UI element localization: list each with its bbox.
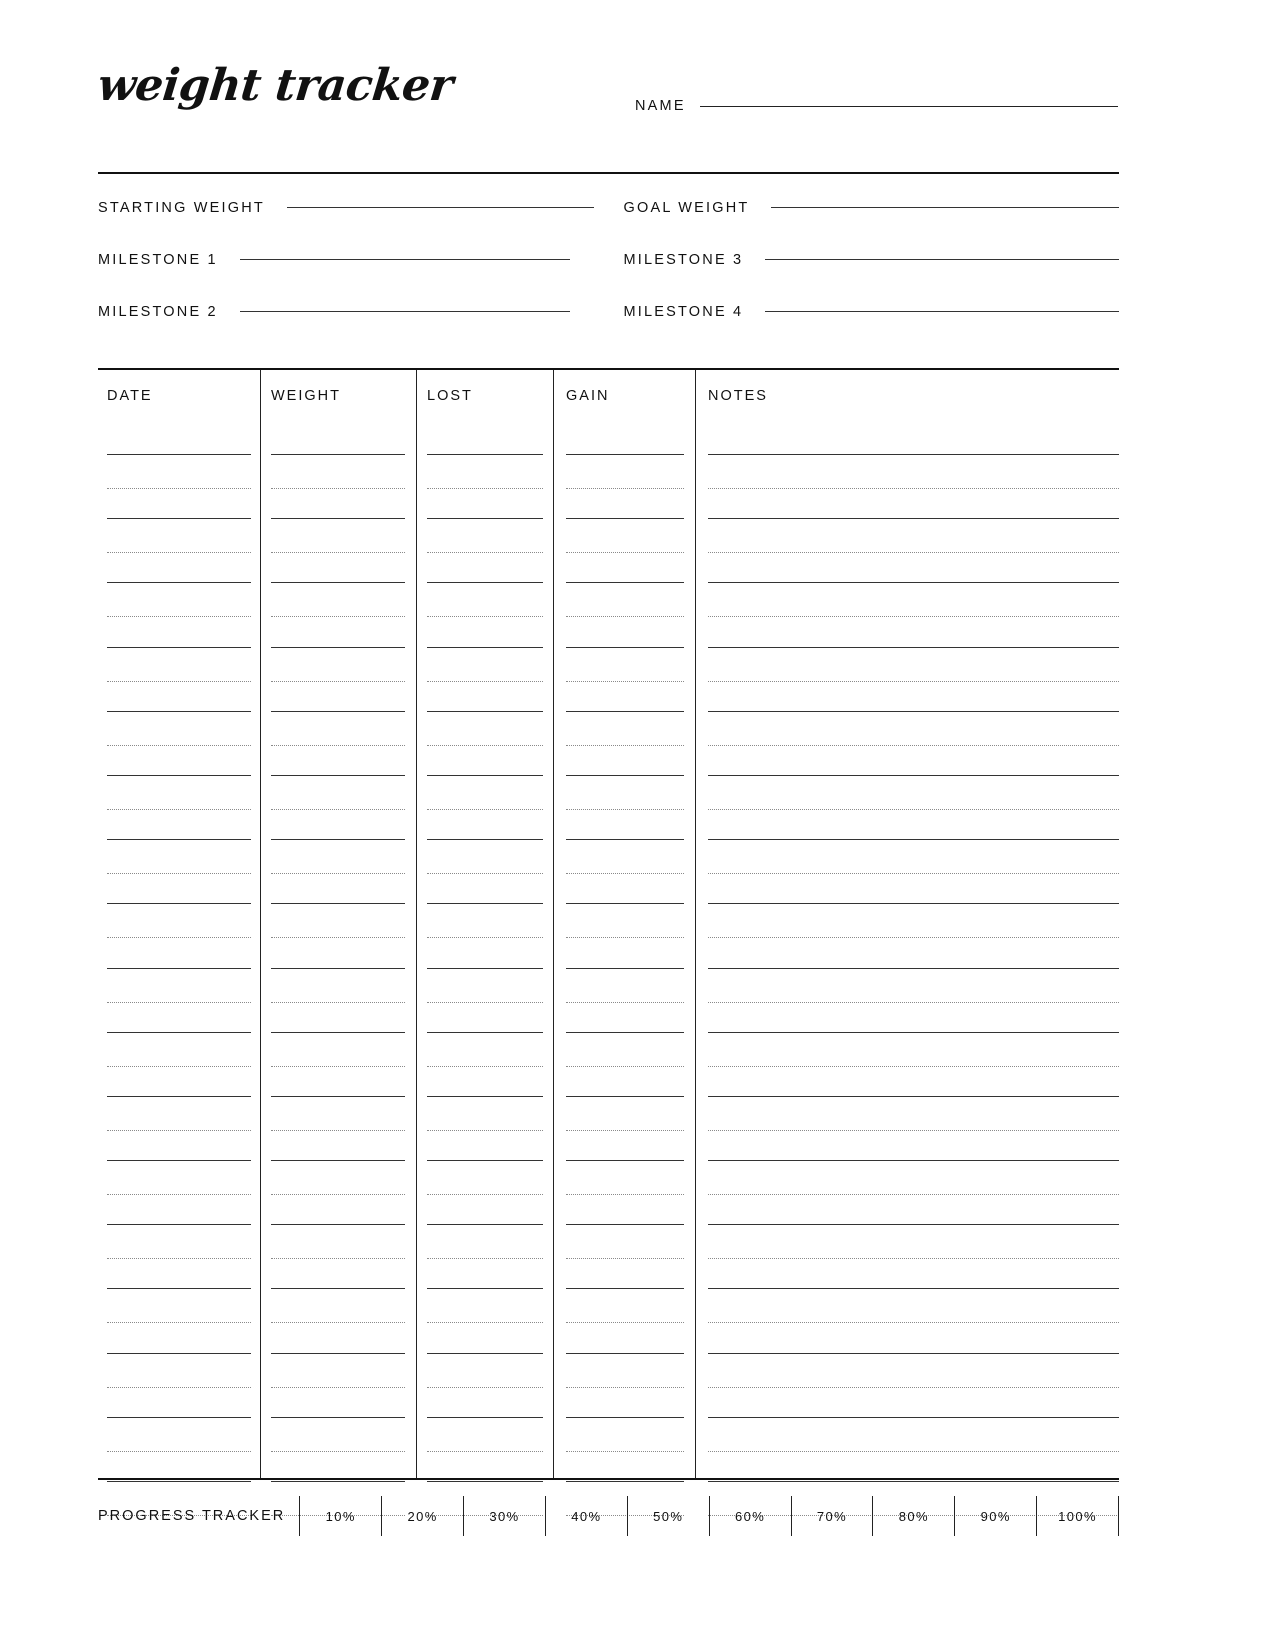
progress-step-50[interactable]: 50% — [627, 1496, 709, 1536]
milestone-3-label: MILESTONE 3 — [623, 252, 744, 268]
cell-dotted-line-lost — [427, 1194, 543, 1195]
cell-write-line-date[interactable] — [107, 968, 251, 969]
cell-write-line-date[interactable] — [107, 775, 251, 776]
progress-step-60[interactable]: 60% — [709, 1496, 791, 1536]
cell-write-line-weight[interactable] — [271, 582, 405, 583]
cell-dotted-line-weight — [271, 552, 405, 553]
cell-dotted-line-lost — [427, 1451, 543, 1452]
divider-top — [98, 172, 1119, 174]
cell-dotted-line-date — [107, 681, 251, 682]
cell-dotted-line-gain — [566, 1451, 684, 1452]
name-input[interactable] — [700, 105, 1118, 107]
cell-dotted-line-weight — [271, 873, 405, 874]
divider-bottom — [98, 1478, 1119, 1480]
log-table — [98, 370, 1119, 1478]
cell-write-line-gain[interactable] — [566, 1288, 684, 1289]
cell-write-line-notes[interactable] — [708, 1032, 1119, 1033]
cell-write-line-date[interactable] — [107, 1096, 251, 1097]
cell-dotted-line-date — [107, 1194, 251, 1195]
cell-dotted-line-lost — [427, 1066, 543, 1067]
cell-dotted-line-gain — [566, 873, 684, 874]
cell-write-line-notes[interactable] — [708, 582, 1119, 583]
cell-write-line-weight[interactable] — [271, 775, 405, 776]
cell-dotted-line-weight — [271, 1130, 405, 1131]
progress-tracker-label: PROGRESS TRACKER — [98, 1508, 286, 1524]
cell-dotted-line-date — [107, 1322, 251, 1323]
cell-dotted-line-gain — [566, 1258, 684, 1259]
cell-dotted-line-lost — [427, 1322, 543, 1323]
cell-dotted-line-notes — [708, 681, 1119, 682]
cell-dotted-line-lost — [427, 937, 543, 938]
cell-dotted-line-weight — [271, 1002, 405, 1003]
column-header-notes: NOTES — [708, 388, 768, 404]
cell-dotted-line-date — [107, 937, 251, 938]
cell-dotted-line-weight — [271, 1387, 405, 1388]
cell-write-line-lost[interactable] — [427, 1032, 543, 1033]
cell-write-line-notes[interactable] — [708, 454, 1119, 455]
cell-write-line-notes[interactable] — [708, 1224, 1119, 1225]
goal-weight-input[interactable] — [771, 206, 1119, 208]
cell-dotted-line-date — [107, 488, 251, 489]
cell-dotted-line-notes — [708, 488, 1119, 489]
cell-write-line-gain[interactable] — [566, 582, 684, 583]
cell-dotted-line-notes — [708, 616, 1119, 617]
cell-write-line-notes[interactable] — [708, 1481, 1119, 1482]
cell-write-line-notes[interactable] — [708, 775, 1119, 776]
goal-weight-label: GOAL WEIGHT — [623, 200, 750, 216]
cell-dotted-line-weight — [271, 937, 405, 938]
cell-write-line-lost[interactable] — [427, 1224, 543, 1225]
cell-dotted-line-weight — [271, 616, 405, 617]
cell-dotted-line-date — [107, 745, 251, 746]
cell-write-line-lost[interactable] — [427, 647, 543, 648]
table-row[interactable] — [98, 426, 1119, 490]
cell-dotted-line-notes — [708, 1066, 1119, 1067]
cell-write-line-notes[interactable] — [708, 1417, 1119, 1418]
milestone-4-field — [616, 304, 1120, 320]
cell-dotted-line-notes — [708, 1194, 1119, 1195]
cell-write-line-lost[interactable] — [427, 582, 543, 583]
cell-write-line-date[interactable] — [107, 1160, 251, 1161]
cell-dotted-line-date — [107, 809, 251, 810]
cell-write-line-gain[interactable] — [566, 1353, 684, 1354]
table-row[interactable] — [98, 683, 1119, 747]
milestone-2-input[interactable] — [240, 310, 570, 312]
cell-write-line-weight[interactable] — [271, 1481, 405, 1482]
cell-dotted-line-gain — [566, 1194, 684, 1195]
cell-write-line-weight[interactable] — [271, 1288, 405, 1289]
weight-info-grid — [98, 200, 1119, 356]
cell-write-line-lost[interactable] — [427, 775, 543, 776]
goal-weight-field — [616, 200, 1120, 216]
cell-write-line-weight[interactable] — [271, 1224, 405, 1225]
cell-dotted-line-weight — [271, 1451, 405, 1452]
progress-step-40[interactable]: 40% — [545, 1496, 627, 1536]
cell-dotted-line-notes — [708, 1258, 1119, 1259]
cell-dotted-line-gain — [566, 937, 684, 938]
cell-write-line-weight[interactable] — [271, 839, 405, 840]
cell-dotted-line-gain — [566, 616, 684, 617]
cell-write-line-gain[interactable] — [566, 1096, 684, 1097]
cell-write-line-lost[interactable] — [427, 1481, 543, 1482]
cell-write-line-gain[interactable] — [566, 968, 684, 969]
cell-write-line-notes[interactable] — [708, 1096, 1119, 1097]
cell-write-line-date[interactable] — [107, 582, 251, 583]
cell-dotted-line-lost — [427, 488, 543, 489]
cell-write-line-weight[interactable] — [271, 454, 405, 455]
progress-step-10[interactable]: 10% — [299, 1496, 381, 1536]
table-row[interactable] — [98, 1325, 1119, 1389]
cell-dotted-line-weight — [271, 809, 405, 810]
cell-dotted-line-notes — [708, 1130, 1119, 1131]
cell-dotted-line-lost — [427, 681, 543, 682]
cell-write-line-notes[interactable] — [708, 647, 1119, 648]
cell-dotted-line-gain — [566, 1322, 684, 1323]
cell-write-line-lost[interactable] — [427, 903, 543, 904]
cell-write-line-gain[interactable] — [566, 903, 684, 904]
cell-write-line-date[interactable] — [107, 454, 251, 455]
cell-write-line-gain[interactable] — [566, 1160, 684, 1161]
starting-weight-input[interactable] — [287, 206, 594, 208]
cell-write-line-date[interactable] — [107, 1417, 251, 1418]
name-label: NAME — [635, 98, 686, 114]
progress-step-30[interactable]: 30% — [463, 1496, 545, 1536]
progress-tracker — [98, 1492, 1119, 1540]
cell-write-line-lost[interactable] — [427, 1096, 543, 1097]
cell-dotted-line-weight — [271, 1066, 405, 1067]
cell-write-line-notes[interactable] — [708, 1160, 1119, 1161]
cell-write-line-lost[interactable] — [427, 968, 543, 969]
page-header — [95, 60, 1118, 140]
progress-step-70[interactable]: 70% — [791, 1496, 873, 1536]
cell-write-line-weight[interactable] — [271, 711, 405, 712]
cell-write-line-gain[interactable] — [566, 647, 684, 648]
page-title: weight tracker — [95, 60, 456, 111]
cell-dotted-line-date — [107, 552, 251, 553]
progress-step-90[interactable]: 90% — [954, 1496, 1036, 1536]
cell-write-line-date[interactable] — [107, 518, 251, 519]
table-row[interactable] — [98, 1196, 1119, 1260]
cell-dotted-line-gain — [566, 809, 684, 810]
column-header-lost: LOST — [427, 388, 473, 404]
cell-write-line-date[interactable] — [107, 647, 251, 648]
cell-dotted-line-gain — [566, 552, 684, 553]
cell-dotted-line-gain — [566, 1387, 684, 1388]
cell-write-line-gain[interactable] — [566, 711, 684, 712]
cell-dotted-line-lost — [427, 616, 543, 617]
cell-write-line-date[interactable] — [107, 711, 251, 712]
cell-dotted-line-notes — [708, 1322, 1119, 1323]
table-row[interactable] — [98, 747, 1119, 811]
cell-write-line-notes[interactable] — [708, 903, 1119, 904]
cell-dotted-line-notes — [708, 1002, 1119, 1003]
cell-write-line-notes[interactable] — [708, 711, 1119, 712]
cell-write-line-notes[interactable] — [708, 839, 1119, 840]
cell-dotted-line-lost — [427, 552, 543, 553]
cell-write-line-gain[interactable] — [566, 839, 684, 840]
milestone-1-field — [98, 252, 616, 268]
cell-write-line-gain[interactable] — [566, 1032, 684, 1033]
cell-dotted-line-weight — [271, 1258, 405, 1259]
cell-write-line-date[interactable] — [107, 1353, 251, 1354]
cell-dotted-line-notes — [708, 1387, 1119, 1388]
cell-dotted-line-weight — [271, 1194, 405, 1195]
cell-dotted-line-lost — [427, 1387, 543, 1388]
cell-write-line-gain[interactable] — [566, 1417, 684, 1418]
progress-step-100[interactable]: 100% — [1036, 1496, 1119, 1536]
info-row — [98, 200, 1119, 252]
cell-write-line-weight[interactable] — [271, 1096, 405, 1097]
cell-dotted-line-notes — [708, 809, 1119, 810]
table-row[interactable] — [98, 1004, 1119, 1068]
cell-dotted-line-notes — [708, 1451, 1119, 1452]
milestone-4-input[interactable] — [765, 310, 1119, 312]
cell-write-line-date[interactable] — [107, 839, 251, 840]
milestone-1-label: MILESTONE 1 — [98, 252, 218, 268]
cell-dotted-line-weight — [271, 1322, 405, 1323]
cell-write-line-gain[interactable] — [566, 1224, 684, 1225]
cell-dotted-line-lost — [427, 1002, 543, 1003]
table-row[interactable] — [98, 619, 1119, 683]
cell-write-line-notes[interactable] — [708, 968, 1119, 969]
cell-dotted-line-date — [107, 616, 251, 617]
table-row[interactable] — [98, 940, 1119, 1004]
cell-write-line-date[interactable] — [107, 1032, 251, 1033]
cell-dotted-line-lost — [427, 809, 543, 810]
cell-dotted-line-lost — [427, 1130, 543, 1131]
starting-weight-label: STARTING WEIGHT — [98, 200, 265, 216]
cell-write-line-date[interactable] — [107, 903, 251, 904]
cell-dotted-line-date — [107, 1451, 251, 1452]
cell-dotted-line-gain — [566, 745, 684, 746]
table-row[interactable] — [98, 554, 1119, 618]
cell-dotted-line-notes — [708, 937, 1119, 938]
cell-write-line-lost[interactable] — [427, 454, 543, 455]
cell-dotted-line-date — [107, 873, 251, 874]
column-header-weight: WEIGHT — [271, 388, 341, 404]
cell-write-line-notes[interactable] — [708, 518, 1119, 519]
info-row — [98, 304, 1119, 356]
table-row[interactable] — [98, 1260, 1119, 1324]
cell-write-line-gain[interactable] — [566, 454, 684, 455]
starting-weight-field — [98, 200, 616, 216]
cell-write-line-gain[interactable] — [566, 518, 684, 519]
cell-dotted-line-date — [107, 1066, 251, 1067]
cell-dotted-line-gain — [566, 1066, 684, 1067]
cell-write-line-lost[interactable] — [427, 711, 543, 712]
cell-write-line-weight[interactable] — [271, 903, 405, 904]
column-header-date: DATE — [107, 388, 153, 404]
table-row[interactable] — [98, 1068, 1119, 1132]
cell-write-line-date[interactable] — [107, 1224, 251, 1225]
cell-dotted-line-notes — [708, 552, 1119, 553]
cell-dotted-line-date — [107, 1130, 251, 1131]
cell-dotted-line-lost — [427, 745, 543, 746]
log-table-rows — [98, 426, 1119, 1517]
milestone-3-input[interactable] — [765, 258, 1119, 260]
cell-dotted-line-date — [107, 1387, 251, 1388]
cell-dotted-line-date — [107, 1258, 251, 1259]
cell-write-line-weight[interactable] — [271, 1417, 405, 1418]
column-header-gain: GAIN — [566, 388, 610, 404]
cell-dotted-line-gain — [566, 488, 684, 489]
cell-write-line-gain[interactable] — [566, 1481, 684, 1482]
cell-dotted-line-date — [107, 1002, 251, 1003]
cell-dotted-line-gain — [566, 1130, 684, 1131]
cell-dotted-line-weight — [271, 681, 405, 682]
cell-dotted-line-notes — [708, 873, 1119, 874]
cell-write-line-lost[interactable] — [427, 839, 543, 840]
cell-write-line-gain[interactable] — [566, 775, 684, 776]
cell-write-line-lost[interactable] — [427, 1353, 543, 1354]
cell-write-line-weight[interactable] — [271, 518, 405, 519]
cell-write-line-date[interactable] — [107, 1288, 251, 1289]
progress-step-20[interactable]: 20% — [381, 1496, 463, 1536]
cell-write-line-lost[interactable] — [427, 1160, 543, 1161]
progress-tracker-steps — [299, 1496, 1119, 1536]
cell-write-line-notes[interactable] — [708, 1288, 1119, 1289]
cell-write-line-weight[interactable] — [271, 968, 405, 969]
cell-dotted-line-gain — [566, 681, 684, 682]
cell-write-line-lost[interactable] — [427, 1417, 543, 1418]
table-row[interactable] — [98, 811, 1119, 875]
milestone-3-field — [616, 252, 1120, 268]
cell-dotted-line-gain — [566, 1002, 684, 1003]
milestone-2-label: MILESTONE 2 — [98, 304, 218, 320]
cell-write-line-weight[interactable] — [271, 1160, 405, 1161]
milestone-4-label: MILESTONE 4 — [623, 304, 744, 320]
cell-dotted-line-weight — [271, 488, 405, 489]
cell-write-line-date[interactable] — [107, 1481, 251, 1482]
cell-write-line-notes[interactable] — [708, 1353, 1119, 1354]
cell-write-line-weight[interactable] — [271, 647, 405, 648]
cell-dotted-line-notes — [708, 745, 1119, 746]
table-row[interactable] — [98, 875, 1119, 939]
cell-dotted-line-weight — [271, 745, 405, 746]
name-field-group — [635, 98, 1118, 114]
cell-dotted-line-lost — [427, 873, 543, 874]
cell-write-line-weight[interactable] — [271, 1353, 405, 1354]
milestone-1-input[interactable] — [240, 258, 570, 260]
table-row[interactable] — [98, 1389, 1119, 1453]
cell-write-line-lost[interactable] — [427, 1288, 543, 1289]
cell-write-line-weight[interactable] — [271, 1032, 405, 1033]
info-row — [98, 252, 1119, 304]
table-row[interactable] — [98, 1132, 1119, 1196]
cell-dotted-line-lost — [427, 1258, 543, 1259]
cell-write-line-lost[interactable] — [427, 518, 543, 519]
table-row[interactable] — [98, 490, 1119, 554]
milestone-2-field — [98, 304, 616, 320]
progress-step-80[interactable]: 80% — [872, 1496, 954, 1536]
